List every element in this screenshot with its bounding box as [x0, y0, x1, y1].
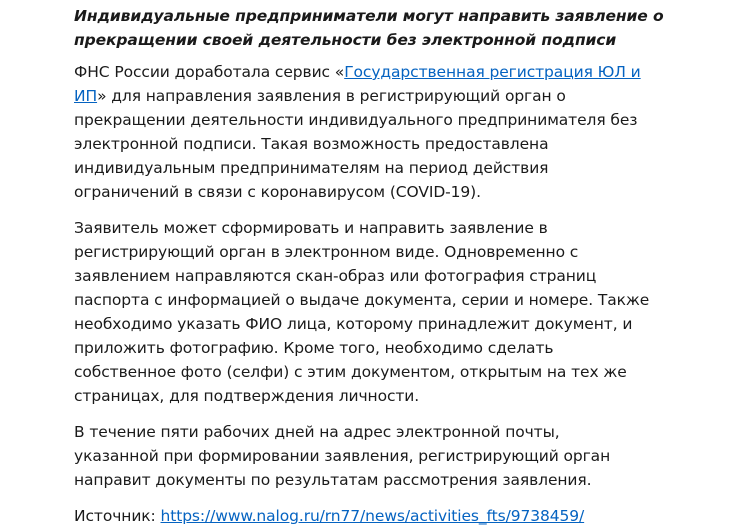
service-link[interactable]: Государственная регистрация ЮЛ и ИП [74, 63, 641, 105]
paragraph-service [74, 60, 654, 204]
paragraph-service-text-after: » для направления заявления в регистрирующий орган о прекращении деятельности индивидуального предпринимателя без электронной подписи. Такая возможность предоставлена индивидуальным предпринимателям на период действия ограничений в связи с коронавирусом (COVID-19). [74, 87, 638, 201]
paragraph-application: Заявитель может сформировать и направить заявление в регистрирующий орган в электронном виде. Одновременно с заявлением направляются скан-образ или фотография страниц паспорта с информацией о выдаче документа, серии и номере. Также необходимо указать ФИО лица, которому принадлежит документ, и приложить фотографию. Кроме того, необходимо сделать собственное фото (селфи) с этим документом, открытым на тех же страницах, для подтверждения личности. [74, 219, 650, 405]
article-title: Индивидуальные предприниматели могут направить заявление о прекращении своей деятельности без электронной подписи [74, 7, 664, 49]
paragraph-response: В течение пяти рабочих дней на адрес электронной почты, указанной при формировании заявления, регистрирующий орган направит документы по результатам рассмотрения заявления. [74, 423, 611, 489]
source-label: Источник: [74, 507, 161, 525]
source-line [74, 504, 752, 528]
source-link[interactable]: https://www.nalog.ru/rn77/news/activities_fts/9738459/ [160, 507, 585, 525]
paragraph-service-text-before: ФНС России доработала сервис « [74, 63, 345, 81]
